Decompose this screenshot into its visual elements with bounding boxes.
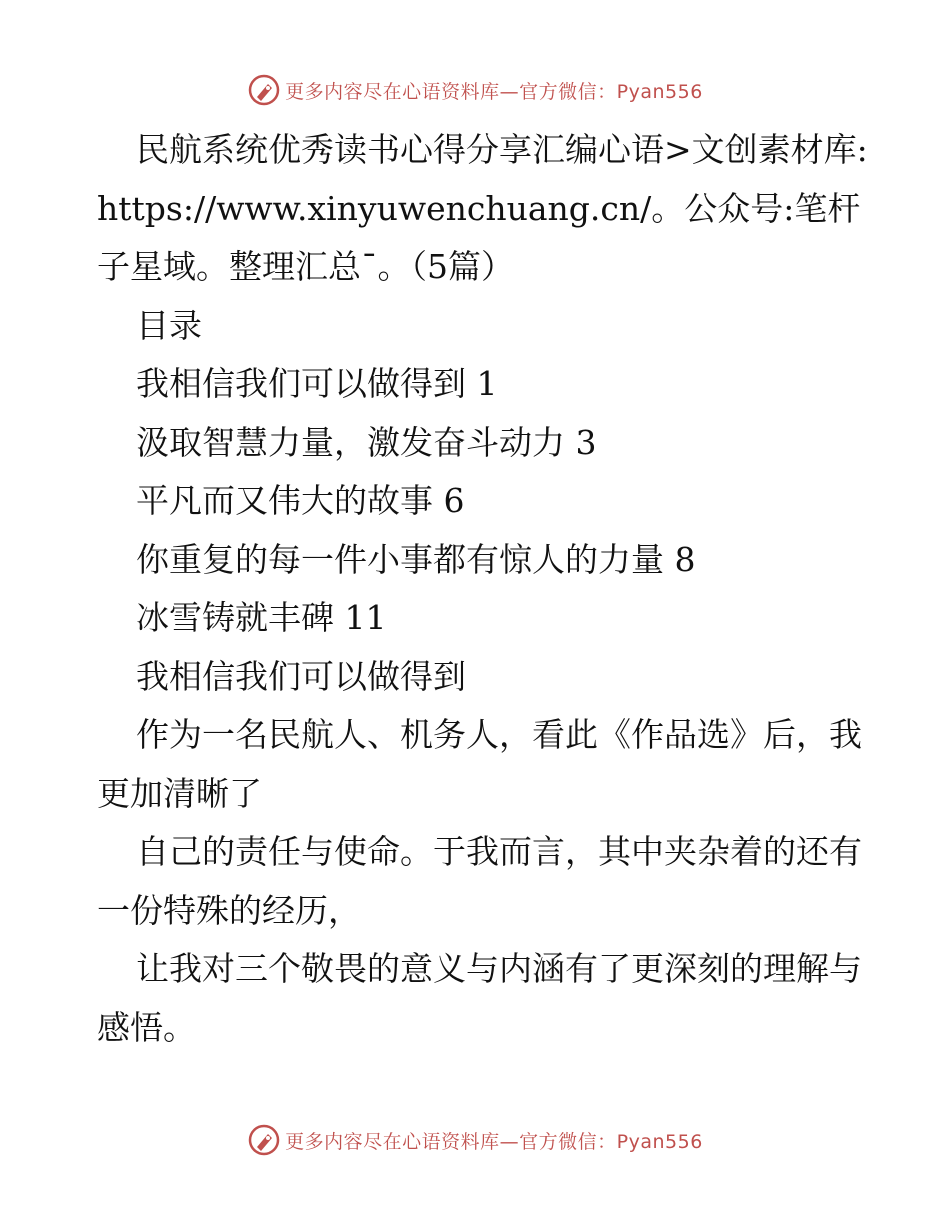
toc-item: 我相信我们可以做得到 1 [136,364,498,403]
intro-paragraph: 民航系统优秀读书心得分享汇编心语>文创素材库: https://www.xinyuwenchuang.cn/。公众号:笔杆子星域。整理汇总¯。（5篇） [97,130,868,286]
toc-heading: 目录 [136,305,202,345]
toc-item: 冰雪铸就丰碑 11 [136,598,387,637]
header-banner [0,72,950,108]
pen-nib-logo-icon [247,1123,281,1157]
toc-item: 汲取智慧力量，激发奋斗动力 3 [136,422,597,462]
body-paragraph: 自己的责任与使命。于我而言，其中夹杂着的还有一份特殊的经历， [97,832,862,930]
footer-banner [0,1122,950,1158]
toc-item: 平凡而又伟大的故事 6 [136,481,465,520]
toc-item: 你重复的每一件小事都有惊人的力量 8 [136,539,696,579]
body-paragraph: 作为一名民航人、机务人，看此《作品选》后，我更加清晰了 [97,715,862,813]
body-paragraph: 让我对三个敬畏的意义与内涵有了更深刻的理解与感悟。 [97,949,862,1047]
header-banner-text: 更多内容尽在心语资料库—官方微信：Pyan556 [285,80,703,103]
footer-banner-text: 更多内容尽在心语资料库—官方微信：Pyan556 [285,1130,703,1153]
section-title: 我相信我们可以做得到 [136,656,466,696]
pen-nib-logo-icon [247,73,281,107]
document-body [97,121,887,1057]
